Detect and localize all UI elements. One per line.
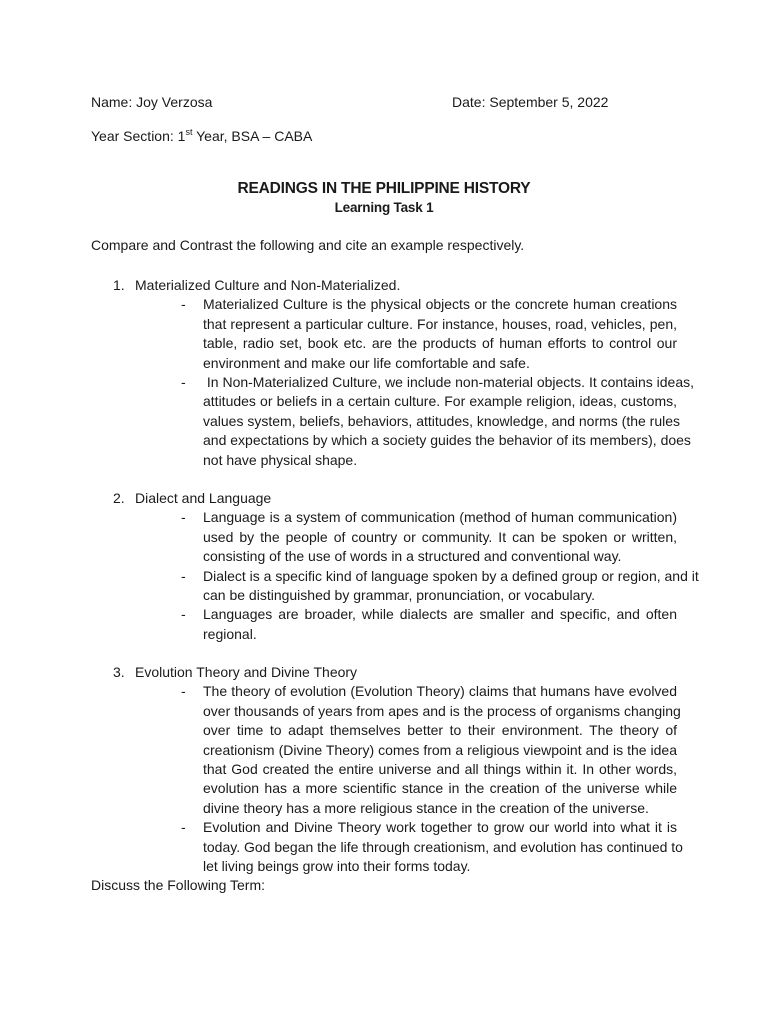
- bullet-line: can be distinguished by grammar, pronunciation, or vocabulary.: [203, 587, 595, 604]
- bullet-line: consisting of the use of words in a structured and conventional way.: [203, 548, 622, 565]
- bullet-dash: -: [181, 683, 186, 700]
- bullet-dash: -: [181, 567, 186, 584]
- bullet-line: attitudes or beliefs in a certain culture. For example religion, ideas, customs,: [203, 393, 677, 410]
- bullet-line: over time to adapt themselves better to their environment. The theory of: [203, 722, 677, 739]
- list-item-number: 3.: [113, 664, 125, 680]
- bullet-line: not have physical shape.: [203, 451, 358, 468]
- submission-date: Date: September 5, 2022: [452, 94, 609, 110]
- bullet-line: over thousands of years from apes and is the process of organisms changing: [203, 702, 681, 719]
- year-section: [91, 127, 312, 146]
- list-item-title: Dialect and Language: [135, 490, 272, 506]
- bullet-list: [113, 508, 713, 644]
- bullet-list: [113, 295, 713, 470]
- bullet-line: that represent a particular culture. For instance, houses, road, vehicles, pen,: [203, 315, 677, 332]
- list-item-1: [113, 276, 713, 470]
- bullet-point: [113, 567, 699, 606]
- bullet-point: [113, 818, 683, 876]
- list-item-3: [113, 663, 713, 876]
- year-section-ordinal: st: [185, 127, 193, 137]
- bullet-dash: -: [181, 606, 186, 623]
- bullet-point: [113, 682, 681, 818]
- bullet-line: Dialect is a specific kind of language spoken by a defined group or region, and it: [203, 567, 699, 584]
- list-item-heading: [113, 276, 713, 295]
- bullet-point: [113, 508, 677, 566]
- list-item-number: 1.: [113, 277, 125, 293]
- bullet-line: and expectations by which a society guides the behavior of its members), does: [203, 432, 691, 449]
- year-section-prefix: Year Section: 1: [91, 128, 186, 144]
- list-item-heading: [113, 489, 713, 508]
- list-item-title: Evolution Theory and Divine Theory: [135, 664, 358, 680]
- bullet-point: [113, 605, 677, 644]
- bullet-line: values system, beliefs, behaviors, attitudes, knowledge, and norms (the rules: [203, 412, 681, 429]
- list-item-2: [113, 489, 713, 644]
- bullet-point: [113, 295, 677, 373]
- bullet-dash: -: [181, 374, 186, 391]
- bullet-line: regional.: [203, 625, 257, 642]
- intro-instruction: Compare and Contrast the following and cite an example respectively.: [91, 237, 525, 253]
- document-subtitle: Learning Task 1: [334, 200, 434, 215]
- bullet-line: In Non-Materialized Culture, we include non-material objects. It contains ideas,: [203, 374, 695, 391]
- bullet-line: Languages are broader, while dialects are smaller and specific, and often: [203, 606, 677, 623]
- bullet-line: evolution has a more scientific stance in the creation of the universe while: [203, 780, 677, 797]
- bullet-dash: -: [181, 819, 186, 836]
- bullet-line: today. God began the life through creationism, and evolution has continued to: [203, 838, 683, 855]
- bullet-line: Language is a system of communication (method of human communication): [203, 509, 677, 526]
- year-section-suffix: Year, BSA – CABA: [192, 128, 313, 144]
- bullet-line: divine theory has a more religious stance in the creation of the universe.: [203, 799, 649, 816]
- bullet-line: used by the people of country or community. It can be spoken or written,: [203, 528, 677, 545]
- list-item-number: 2.: [113, 490, 125, 506]
- list-item-heading: [113, 663, 713, 682]
- bullet-line: environment and make our life comfortable and safe.: [203, 354, 530, 371]
- bullet-line: The theory of evolution (Evolution Theory) claims that humans have evolved: [203, 683, 677, 700]
- discussion-heading: Discuss the Following Term:: [91, 877, 266, 893]
- bullet-line: Evolution and Divine Theory work together to grow our world into what it is: [203, 819, 677, 836]
- document-title: READINGS IN THE PHILIPPINE HISTORY: [237, 180, 531, 197]
- list-item-title: Materialized Culture and Non-Materialized.: [135, 277, 401, 293]
- bullet-dash: -: [181, 509, 186, 526]
- student-name: Name: Joy Verzosa: [91, 94, 213, 110]
- bullet-line: Materialized Culture is the physical objects or the concrete human creations: [203, 296, 677, 313]
- bullet-line: that God created the entire universe and all things within it. In other words,: [203, 761, 677, 778]
- bullet-line: table, radio set, book etc. are the products of human efforts to control our: [203, 335, 677, 352]
- bullet-list: [113, 682, 713, 876]
- bullet-line: let living beings grow into their forms today.: [203, 858, 471, 875]
- bullet-dash: -: [181, 296, 186, 313]
- bullet-line: creationism (Divine Theory) comes from a religious viewpoint and is the idea: [203, 741, 677, 758]
- bullet-point: [113, 373, 695, 470]
